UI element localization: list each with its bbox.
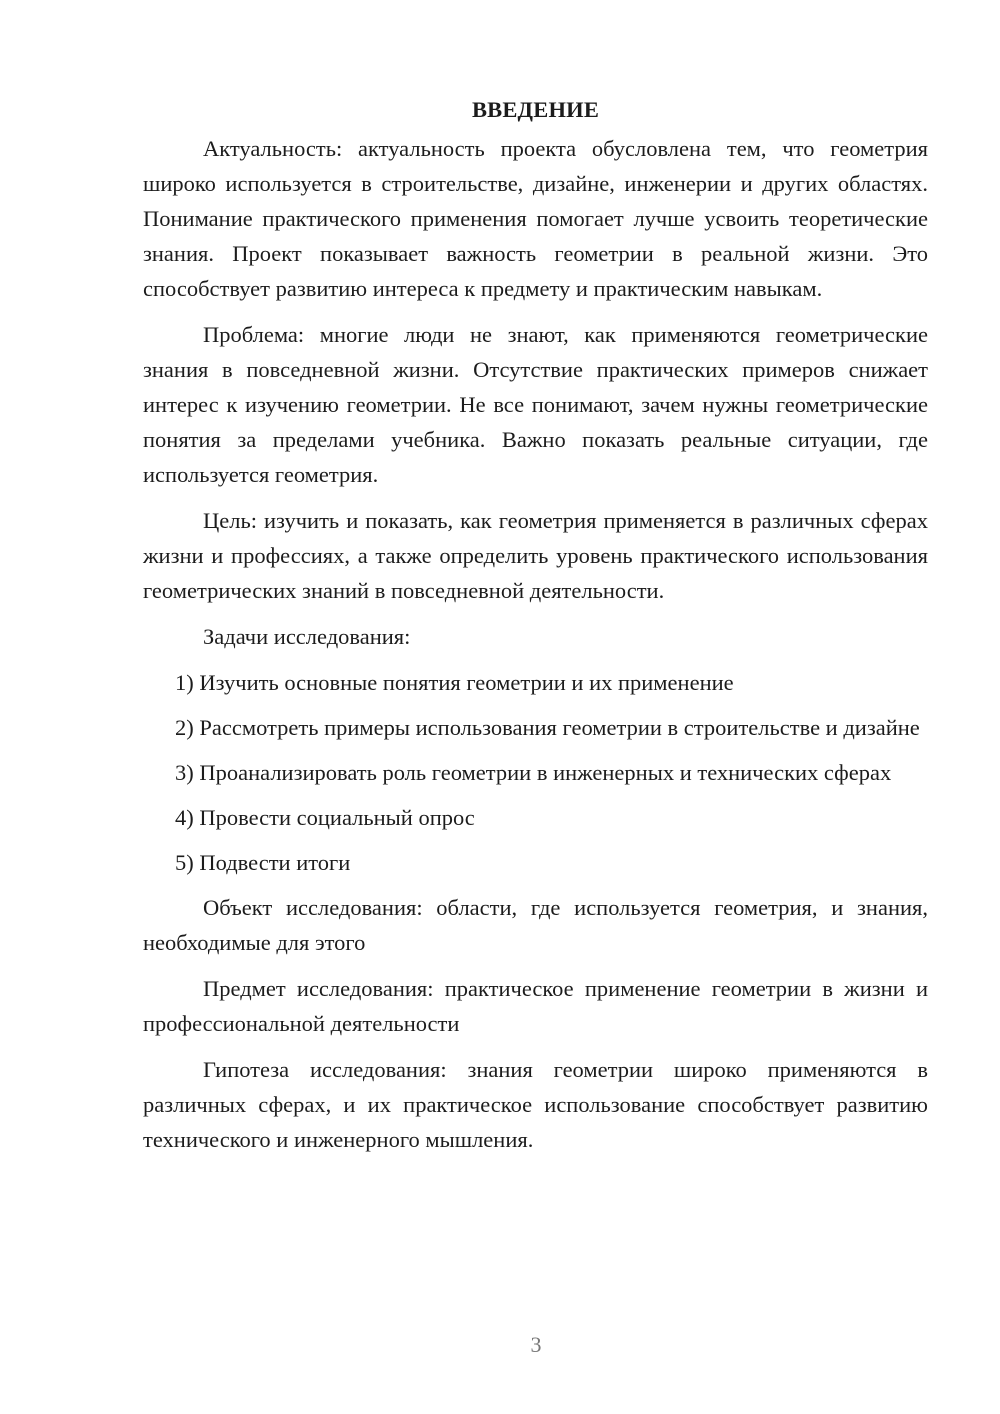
task-item-5: 5) Подвести итоги: [175, 850, 351, 875]
page-content: [143, 92, 928, 1168]
task-item-4: 4) Провести социальный опрос: [175, 805, 475, 830]
problem-paragraph: Проблема: многие люди не знают, как применяются геометрические знания в повседневной жизни. Отсутствие практических примеров снижает интерес к изучению геометрии. Не все понимают, зачем нужны геометрические понятия за пределами учебника. Важно показать реальные ситуации, где используется геометрия.: [143, 322, 928, 487]
section-title: ВВЕДЕНИЕ: [471, 97, 600, 122]
object-paragraph: Объект исследования: области, где используется геометрия, и знания, необходимые для этого: [143, 895, 928, 955]
page-number: 3: [530, 1332, 542, 1357]
task-item-1: 1) Изучить основные понятия геометрии и их применение: [175, 670, 734, 695]
task-item-2: 2) Рассмотреть примеры использования геометрии в строительстве и дизайне: [175, 715, 920, 740]
subject-paragraph: Предмет исследования: практическое применение геометрии в жизни и профессиональной деятельности: [143, 976, 928, 1036]
tasks-heading: Задачи исследования:: [203, 624, 411, 649]
task-item-3: 3) Проанализировать роль геометрии в инженерных и технических сферах: [175, 760, 892, 785]
goal-paragraph: Цель: изучить и показать, как геометрия применяется в различных сферах жизни и профессиях, а также определить уровень практического использования геометрических знаний в повседневной деятельности.: [143, 508, 928, 603]
relevance-paragraph: Актуальность: актуальность проекта обусловлена тем, что геометрия широко используется в строительстве, дизайне, инженерии и других областях. Понимание практического применения помогает лучше усвоить теоретические знания. Проект показывает важность геометрии в реальной жизни. Это способствует развитию интереса к предмету и практическим навыкам.: [143, 136, 928, 301]
hypothesis-paragraph: Гипотеза исследования: знания геометрии широко применяются в различных сферах, и их практическое использование способствует развитию технического и инженерного мышления.: [143, 1057, 928, 1152]
